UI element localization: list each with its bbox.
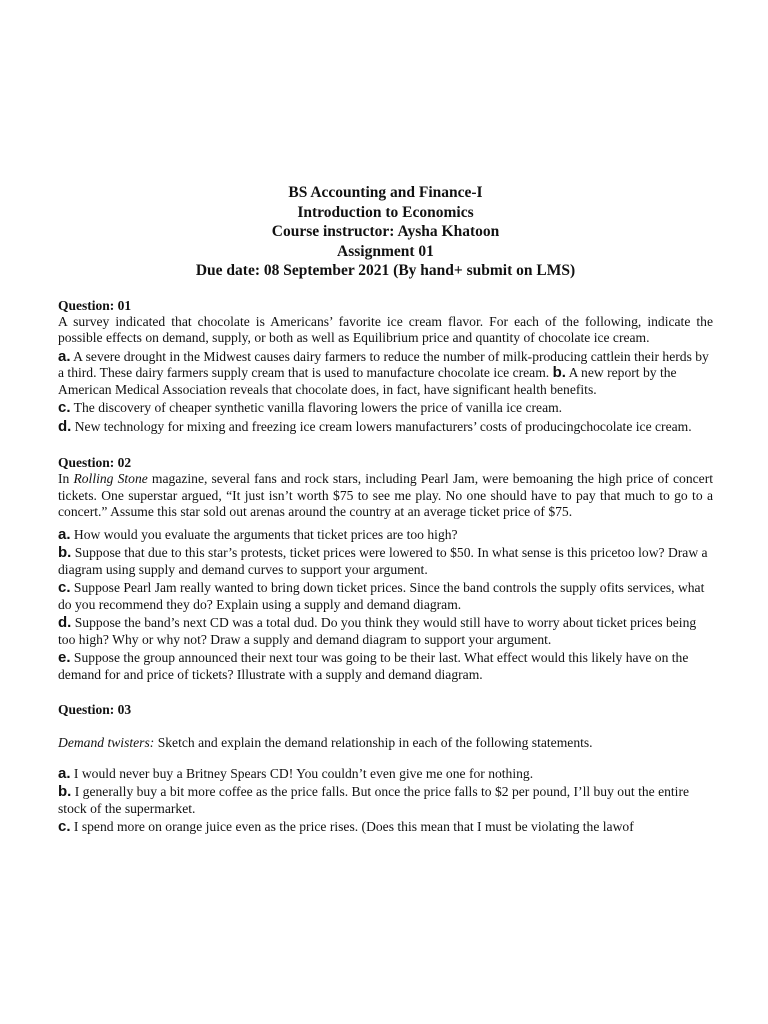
item-letter: c. [58,818,71,835]
item-letter: e. [58,649,71,666]
item-text: I spend more on orange juice even as the price rises. (Does this mean that I must be violating the lawof [70,819,634,834]
document-header [58,183,713,281]
question-item-d [58,419,713,436]
question-title: Question: 01 [58,297,132,313]
item-letter: c. [58,399,71,416]
question-intro: A survey indicated that chocolate is Americans’ favorite ice cream flavor. For each of the following, indicate the possible effects on demand, supply, or both as well as Equilibrium price and quantity of chocolate ice cream. [58,313,713,345]
item-text: Suppose Pearl Jam really wanted to bring down ticket prices. Since the band controls the supply ofits services, what do you recommend they do? Explain using a supply and demand diagram. [58,580,705,612]
item-letter: b. [552,364,566,381]
question-item-a [58,766,713,783]
question-item-a [58,349,713,399]
item-letter: a. [58,764,71,782]
item-letter: c. [58,579,71,596]
intro-label: Demand twisters: [58,735,155,750]
item-text: New technology for mixing and freezing ice cream lowers manufacturers’ costs of producingchocolate ice cream. [71,418,692,434]
item-letter: a. [58,347,71,365]
question-3 [58,702,713,836]
item-text: A new report by the American Medical Association reveals that chocolate does, in fact, have significant health benefits. [58,365,677,397]
question-item-a [58,527,713,544]
question-intro [58,471,713,521]
instructor-line: Course instructor: Aysha Khatoon [271,223,500,240]
intro-text: Sketch and explain the demand relationship in each of the following statements. [154,735,593,750]
item-text: A severe drought in the Midwest causes dairy farmers to reduce the number of milk-producing cattlein their herds by a third. These dairy farmers supply cream that is used to manufacture chocolate ice cream. [58,348,709,380]
course-title: Introduction to Economics [297,203,474,221]
item-letter: a. [58,525,71,543]
question-1 [58,298,713,436]
item-letter: d. [58,614,72,631]
item-text: I generally buy a bit more coffee as the price falls. But once the price falls to $2 per pound, I’ll buy out the entire stock of the supermarket. [58,784,690,816]
question-item-b [58,545,713,578]
item-text: The discovery of cheaper synthetic vanilla flavoring lowers the price of vanilla ice cream. [70,400,563,415]
due-date: Due date: 08 September 2021 (By hand+ submit on LMS) [195,262,576,279]
intro-text: In [58,471,74,486]
question-item-c [58,580,713,613]
question-item-b [58,784,713,817]
intro-text: magazine, several fans and rock stars, including Pearl Jam, were bemoaning the high price of concert tickets. One superstar argued, “It just isn’t worth $75 to see me play. No one should have to pay that much to go to a concert.” Assume this star sold out arenas around the country at an average ticket price of $75. [58,471,713,519]
question-item-c [58,400,713,417]
item-text: Suppose the band’s next CD was a total dud. Do you think they would still have to worry about ticket prices being too high? Why or why not? Draw a supply and demand diagram to support your argument. [58,615,697,647]
assignment-title: Assignment 01 [337,242,434,260]
item-text: Suppose that due to this star’s protests, ticket prices were lowered to $50. In what sense is this pricetoo low? Draw a diagram using supply and demand curves to support your argument. [58,545,708,577]
document-page [58,183,713,836]
question-item-d [58,615,713,648]
item-text: Suppose the group announced their next tour was going to be their last. What effect would this likely have on the demand for and price of tickets? Illustrate with a supply and demand diagram. [58,650,689,682]
question-2 [58,455,713,683]
question-item-e [58,650,713,683]
program-title: BS Accounting and Finance-I [288,184,483,201]
item-letter: d. [58,417,72,435]
item-letter: b. [58,783,72,800]
question-title: Question: 02 [58,455,132,470]
magazine-name: Rolling Stone [73,471,148,486]
question-title: Question: 03 [58,702,132,717]
item-text: How would you evaluate the arguments that ticket prices are too high? [70,526,458,542]
question-intro [58,735,713,752]
item-text: I would never buy a Britney Spears CD! You couldn’t even give me one for nothing. [70,765,534,781]
item-letter: b. [58,544,72,561]
question-item-c [58,819,713,836]
